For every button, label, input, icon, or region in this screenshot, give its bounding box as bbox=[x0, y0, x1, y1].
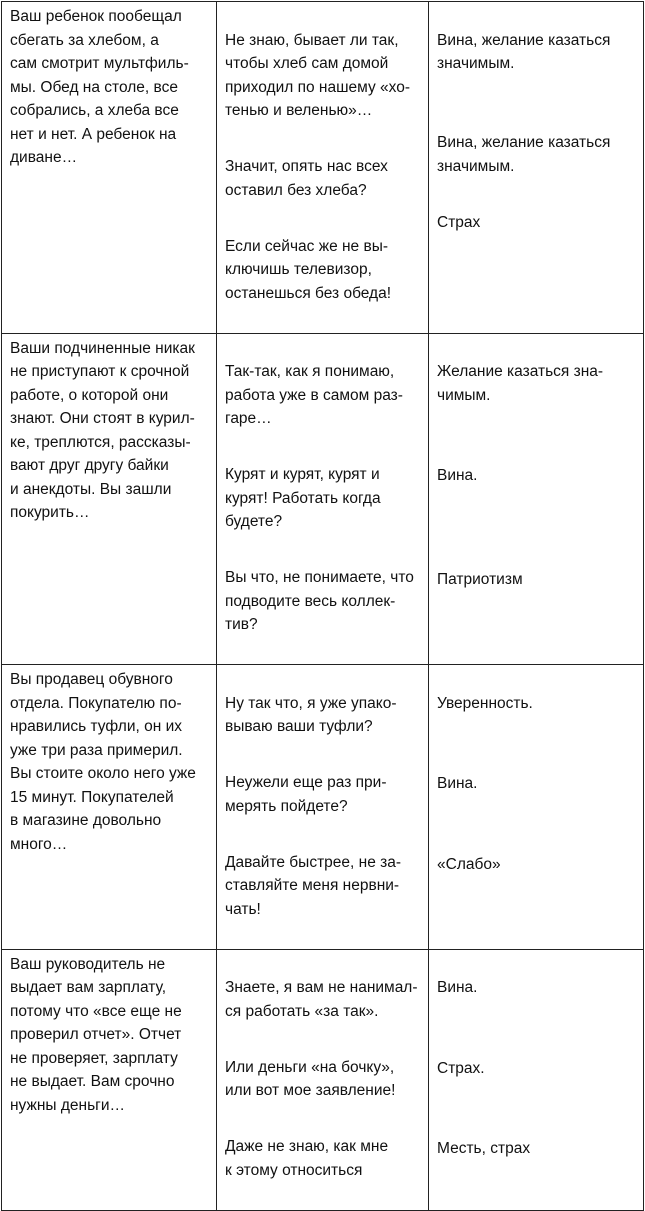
phrases-cell bbox=[217, 2, 429, 334]
phrase: Так-так, как я понимаю, работа уже в самом раз- гаре… bbox=[225, 363, 403, 427]
motive: Вина. bbox=[437, 466, 478, 484]
phrase: Давайте быстрее, не за- ставляйте меня нервни- чать! bbox=[225, 853, 402, 918]
phrase: Значит, опять нас всех оставил без хлеба? bbox=[225, 158, 388, 199]
phrases-cell bbox=[217, 665, 429, 950]
motives-cell bbox=[429, 333, 644, 665]
motives-cell bbox=[429, 665, 644, 950]
phrases-cell bbox=[217, 333, 429, 665]
table-row bbox=[2, 2, 644, 334]
phrase: Неужели еще раз при- мерять пойдете? bbox=[225, 774, 387, 815]
phrase: Курят и курят, курят и курят! Работать когда будете? bbox=[225, 466, 381, 530]
motive: «Слабо» bbox=[437, 855, 501, 873]
motive: Желание казаться зна- чимым. bbox=[437, 363, 604, 404]
table-row bbox=[2, 333, 644, 665]
situation-cell: Ваш ребенок пообещал сбегать за хлебом, а сам смотрит мультфиль- мы. Обед на столе, все собрались, а хлеба все нет и нет. А ребенок на диване… bbox=[2, 2, 217, 334]
phrase: Если сейчас же не вы- ключишь телевизор, останешься без обеда! bbox=[225, 237, 392, 302]
situation-cell: Ваш руководитель не выдает вам зарплату, потому что «все еще не проверил отчет». Отчет не проверяет, зарплату не выдает. Вам срочно нужны деньги… bbox=[2, 949, 217, 1210]
motive: Вина. bbox=[437, 775, 478, 792]
motive: Страх bbox=[437, 213, 481, 231]
phrase: Знаете, я вам не нанимал- ся работать «за так». bbox=[225, 979, 418, 1020]
phrase: Вы что, не понимаете, что подводите весь коллек- тив? bbox=[225, 569, 414, 633]
motive: Вина. bbox=[437, 979, 478, 996]
motive: Страх. bbox=[437, 1059, 485, 1077]
phrase: Ну так что, я уже упако- вываю ваши туфли? bbox=[225, 694, 397, 735]
motive: Патриотизм bbox=[437, 571, 523, 588]
manipulation-table bbox=[1, 1, 644, 1211]
motives-cell bbox=[429, 949, 644, 1210]
motive: Вина, желание казаться значимым. bbox=[437, 31, 611, 72]
phrase: Или деньги «на бочку», или вот мое заявление! bbox=[225, 1058, 396, 1099]
table-row bbox=[2, 665, 644, 950]
motive: Месть, страх bbox=[437, 1140, 531, 1157]
phrase: Не знаю, бывает ли так, чтобы хлеб сам домой приходил по нашему «хо- тенью и веленью»… bbox=[225, 31, 411, 119]
situation-cell: Ваши подчиненные никак не приступают к срочной работе, о которой они знают. Они стоят в курил- ке, треплются, рассказы- вают друг другу байки и анекдоты. Вы зашли покурить… bbox=[2, 333, 217, 665]
phrase: Даже не знаю, как мне к этому относиться bbox=[225, 1138, 389, 1179]
situation-cell: Вы продавец обувного отдела. Покупателю по- нравились туфли, он их уже три раза примерил. Вы стоите около него уже 15 минут. Покупателей в магазине довольно много… bbox=[2, 665, 217, 950]
motive: Вина, желание казаться значимым. bbox=[437, 134, 611, 175]
motive: Уверенность. bbox=[437, 694, 533, 712]
motives-cell bbox=[429, 2, 644, 334]
phrases-cell bbox=[217, 949, 429, 1210]
table-row bbox=[2, 949, 644, 1210]
